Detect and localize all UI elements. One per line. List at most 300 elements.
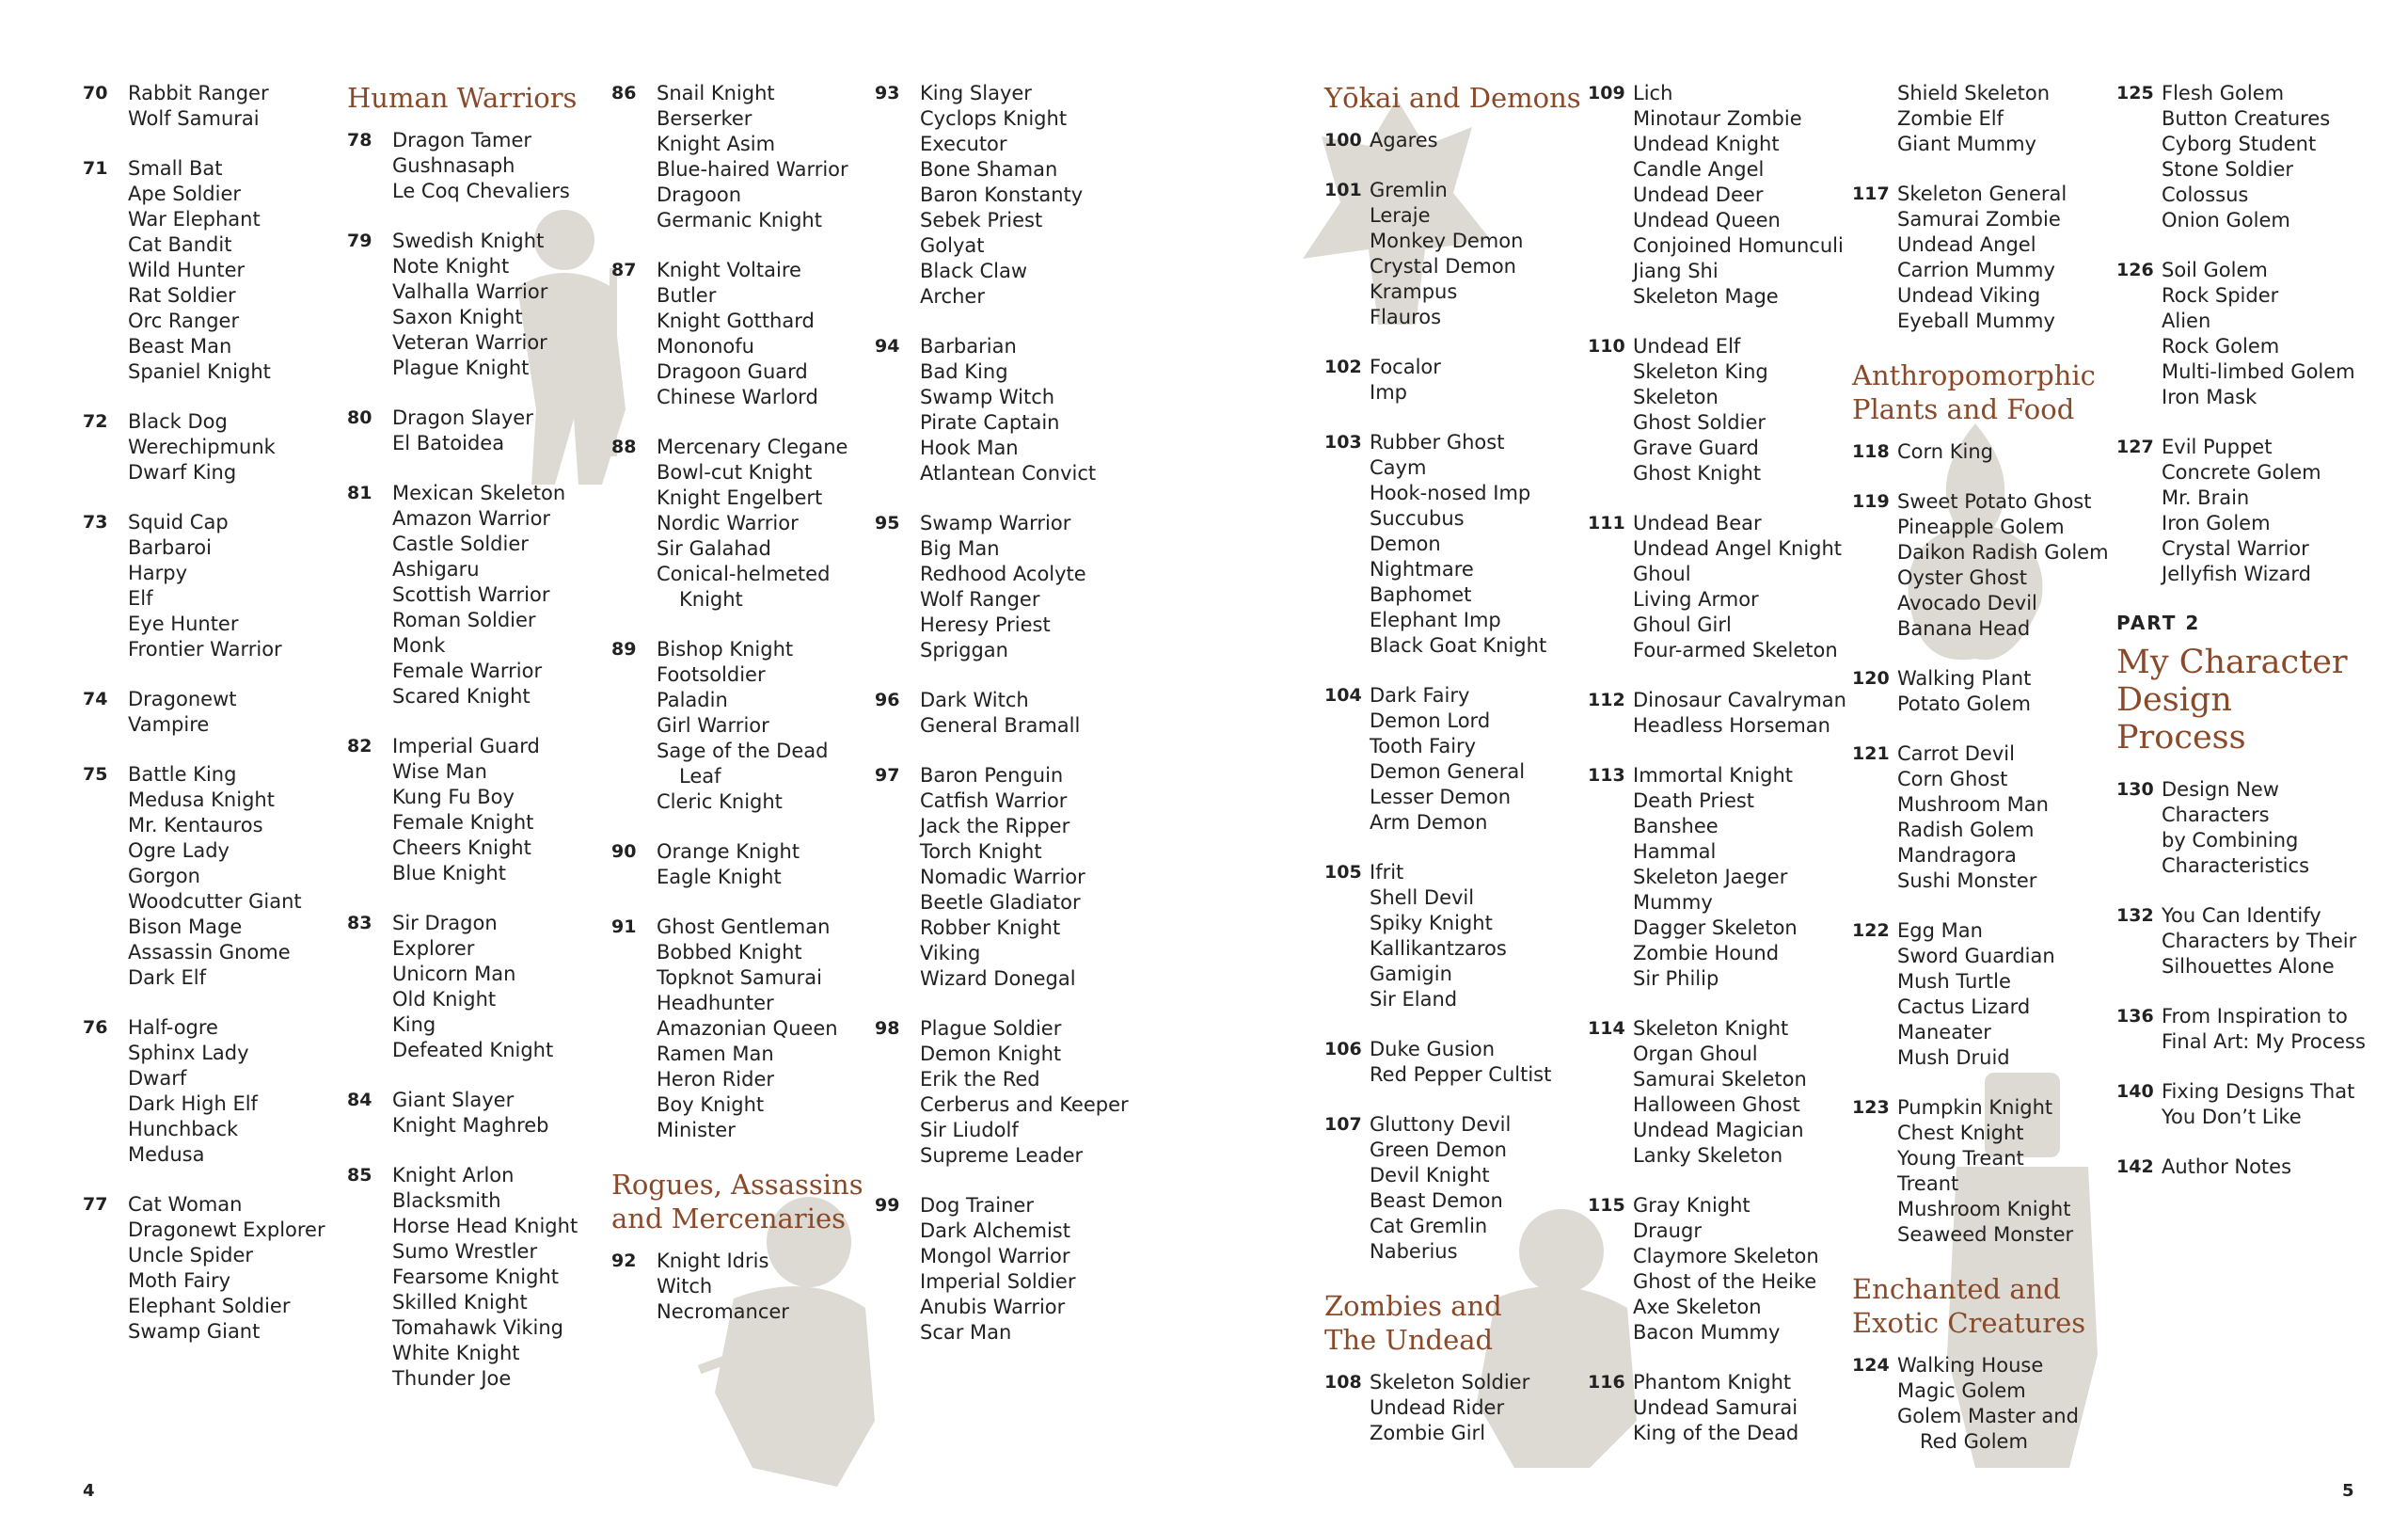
entry-title: Undead Magician xyxy=(1633,1119,1804,1141)
entry-title: Avocado Devil xyxy=(1897,592,2037,614)
entry-titles xyxy=(1897,439,2106,465)
toc-entry[interactable] xyxy=(1324,860,1578,1012)
entry-titles xyxy=(128,409,337,486)
entry-title: Skeleton Jaeger xyxy=(1633,866,1788,888)
entry-title: Seaweed Monster xyxy=(1897,1223,2074,1246)
toc-entry[interactable] xyxy=(347,229,601,381)
entry-titles xyxy=(128,156,337,385)
entry-titles xyxy=(2162,81,2370,233)
entry-titles xyxy=(1370,1037,1578,1088)
entry-title: From Inspiration to xyxy=(2162,1005,2348,1027)
entry-title: Cyborg Student xyxy=(2162,133,2317,155)
entry-title: Radish Golem xyxy=(1897,819,2035,841)
entry-title: Corn King xyxy=(1897,440,1994,463)
page-ref-number: 81 xyxy=(347,483,372,503)
toc-entry[interactable] xyxy=(875,1193,1129,1346)
entry-title: Ghost Knight xyxy=(1633,462,1762,485)
toc-entry[interactable] xyxy=(611,81,865,233)
page-number-left: 4 xyxy=(83,1481,95,1501)
entry-titles xyxy=(392,1088,601,1139)
entry-title: Undead Rider xyxy=(1370,1396,1505,1419)
entry-titles xyxy=(392,911,601,1063)
toc-entry[interactable] xyxy=(875,511,1129,663)
part-title xyxy=(2116,644,2370,757)
page-ref-number: 72 xyxy=(83,411,108,432)
entry-title: Black Dog xyxy=(128,410,228,433)
entry-title: Gushnasaph xyxy=(392,154,515,177)
toc-entry[interactable] xyxy=(1588,763,1842,992)
entry-title: Knight Idris xyxy=(657,1250,769,1272)
toc-entry[interactable] xyxy=(83,1192,337,1345)
entry-titles xyxy=(1897,666,2106,717)
entry-title: Rubber Ghost xyxy=(1370,431,1505,454)
entry-titles xyxy=(1633,511,1842,663)
entry-title: Skeleton King xyxy=(1633,360,1768,383)
entry-title: Dog Trainer xyxy=(920,1194,1034,1217)
page-ref-number: 108 xyxy=(1324,1372,1362,1393)
entry-titles xyxy=(1633,1016,1842,1169)
entry-titles xyxy=(392,481,601,709)
entry-title: Arm Demon xyxy=(1370,811,1488,834)
toc-entry[interactable] xyxy=(1588,1370,1842,1446)
entry-title: Elephant Imp xyxy=(1370,609,1501,631)
entry-title: Pumpkin Knight xyxy=(1897,1096,2053,1119)
entry-title: Evil Puppet xyxy=(2162,436,2273,458)
page-ref-number: 91 xyxy=(611,916,637,937)
entry-title: Elf xyxy=(128,587,153,610)
section-heading-line: Human Warriors xyxy=(347,82,578,114)
entry-title: Tooth Fairy xyxy=(1370,735,1477,757)
toc-entry[interactable] xyxy=(1588,511,1842,663)
page-ref-number: 110 xyxy=(1588,336,1625,357)
entry-title: Demon Lord xyxy=(1370,709,1491,732)
page-ref-number: 80 xyxy=(347,407,372,428)
entry-title: Wise Man xyxy=(392,760,487,783)
entry-title: Skeleton xyxy=(1633,386,1719,408)
section-heading-line: and Mercenaries xyxy=(611,1202,847,1234)
toc-entry[interactable] xyxy=(1852,81,2106,157)
entry-title: Mongol Warrior xyxy=(920,1245,1070,1267)
toc-entry[interactable] xyxy=(1324,128,1578,153)
page-ref-number: 100 xyxy=(1324,130,1362,151)
entry-title: Undead Bear xyxy=(1633,512,1762,534)
entry-title: Dragoon Guard xyxy=(657,360,808,383)
entry-title: Draugr xyxy=(1633,1219,1702,1242)
entry-title: Mercenary Clegane xyxy=(657,436,848,458)
page-ref-number: 116 xyxy=(1588,1372,1625,1393)
entry-titles xyxy=(1633,1370,1842,1446)
entry-title: Lesser Demon xyxy=(1370,786,1512,808)
entry-title: Shell Devil xyxy=(1370,886,1475,909)
entry-title: Eagle Knight xyxy=(657,866,782,888)
entry-title: Ghoul Girl xyxy=(1633,613,1732,636)
entry-title: Monkey Demon xyxy=(1370,230,1524,252)
section-heading-line: Exotic Creatures xyxy=(1852,1307,2086,1339)
toc-entry[interactable] xyxy=(1852,918,2106,1071)
page-ref-number: 82 xyxy=(347,736,372,757)
entry-title: Dark Alchemist xyxy=(920,1219,1070,1242)
entry-title: Final Art: My Process xyxy=(2162,1030,2366,1053)
entry-title: Skeleton General xyxy=(1897,183,2067,205)
toc-entry[interactable] xyxy=(83,510,337,662)
toc-entry[interactable] xyxy=(1324,430,1578,659)
toc-entry[interactable] xyxy=(1852,741,2106,894)
entry-title: Colossus xyxy=(2162,183,2249,206)
entry-title: Black Claw xyxy=(920,260,1028,282)
entry-titles xyxy=(657,915,865,1143)
page-ref-number: 76 xyxy=(83,1017,108,1038)
entry-title: King of the Dead xyxy=(1633,1422,1799,1444)
entry-title: Spiky Knight xyxy=(1370,912,1493,934)
toc-entry[interactable] xyxy=(1324,1112,1578,1265)
entry-titles xyxy=(920,511,1129,663)
entry-titles xyxy=(1370,1112,1578,1265)
toc-entry[interactable] xyxy=(2116,1155,2370,1180)
toc-entry[interactable] xyxy=(2116,1004,2370,1055)
entry-title: Moth Fairy xyxy=(128,1269,231,1292)
entry-title: You Can Identify xyxy=(2162,904,2321,927)
entry-title: Dinosaur Cavalryman xyxy=(1633,689,1846,711)
entry-titles xyxy=(1370,128,1578,153)
toc-entry[interactable] xyxy=(1588,81,1842,310)
entry-title: Cat Gremlin xyxy=(1370,1215,1488,1237)
entry-title: Nordic Warrior xyxy=(657,512,799,534)
toc-entry[interactable] xyxy=(83,1015,337,1168)
entry-titles xyxy=(1633,688,1846,739)
entry-title: Small Bat xyxy=(128,157,223,180)
entry-title: Mummy xyxy=(1633,891,1713,914)
entry-title: Undead Samurai xyxy=(1633,1396,1798,1419)
entry-title: Swamp Warrior xyxy=(920,512,1071,534)
entry-title: Crystal Warrior xyxy=(2162,537,2309,560)
entry-titles xyxy=(392,734,601,886)
part-title-line: My Character xyxy=(2116,644,2348,681)
toc-entry[interactable] xyxy=(1588,688,1846,739)
toc-column xyxy=(1324,81,1581,1471)
toc-entry[interactable] xyxy=(611,915,865,1143)
toc-entry[interactable] xyxy=(1324,355,1578,406)
entry-title: Thunder Joe xyxy=(392,1367,512,1390)
toc-entry[interactable] xyxy=(1852,489,2109,642)
toc-entry[interactable] xyxy=(2116,81,2370,233)
entry-title: Robber Knight xyxy=(920,916,1061,939)
toc-entry[interactable] xyxy=(1588,1016,1842,1169)
entry-titles xyxy=(2162,435,2370,587)
entry-title: Wizard Donegal xyxy=(920,967,1076,990)
toc-entry[interactable] xyxy=(83,409,337,486)
page-ref-number: 120 xyxy=(1852,668,1890,689)
entry-titles xyxy=(2162,258,2370,410)
entry-title: Alien xyxy=(2162,310,2211,332)
toc-entry[interactable] xyxy=(875,1016,1129,1169)
entry-title: Giant Slayer xyxy=(392,1089,515,1111)
entry-title: Candle Angel xyxy=(1633,158,1765,181)
entry-title: Red Pepper Cultist xyxy=(1370,1063,1552,1086)
entry-title: Death Priest xyxy=(1633,789,1755,812)
entry-title: Minister xyxy=(657,1119,736,1141)
entry-title: Axe Skeleton xyxy=(1633,1296,1762,1318)
entry-titles xyxy=(657,258,865,410)
page-ref-number: 99 xyxy=(875,1195,900,1216)
toc-entry[interactable] xyxy=(2116,777,2370,879)
entry-title: Saxon Knight xyxy=(392,306,523,328)
entry-title: Banshee xyxy=(1633,815,1719,837)
entry-title: Gluttony Devil xyxy=(1370,1113,1512,1136)
entry-title: Jack the Ripper xyxy=(920,815,1070,837)
entry-title: Big Man xyxy=(920,537,1000,560)
entry-title: Flauros xyxy=(1370,306,1442,328)
entry-title: Archer xyxy=(920,285,985,308)
entry-titles xyxy=(1633,1193,1842,1346)
entry-title: Battle King xyxy=(128,763,237,786)
part-title-line: Design Process xyxy=(2116,681,2246,757)
toc-entry[interactable] xyxy=(1852,1095,2106,1248)
entry-title: Maneater xyxy=(1897,1021,1991,1043)
entry-title: Amazonian Queen xyxy=(657,1017,838,1040)
entry-titles xyxy=(920,334,1129,486)
toc-column xyxy=(347,81,601,1416)
page-ref-number: 71 xyxy=(83,158,108,179)
toc-entry[interactable] xyxy=(2116,435,2370,587)
entry-title: Potato Golem xyxy=(1897,693,2031,715)
toc-entry[interactable] xyxy=(83,81,337,132)
entry-title: Rock Golem xyxy=(2162,335,2280,358)
entry-title: Beast Man xyxy=(128,335,232,358)
entry-title: Mr. Kentauros xyxy=(128,814,263,836)
page-ref-number: 114 xyxy=(1588,1018,1625,1039)
page-ref-number: 126 xyxy=(2116,260,2154,280)
entry-title: Kallikantzaros xyxy=(1370,937,1507,960)
toc-entry[interactable] xyxy=(2116,903,2370,980)
entry-title: Elephant Soldier xyxy=(128,1295,291,1317)
page-ref-number: 101 xyxy=(1324,180,1362,200)
section-heading-line: Rogues, Assassins xyxy=(611,1169,863,1201)
section-heading-line: The Undead xyxy=(1324,1324,1494,1356)
toc-entry[interactable] xyxy=(1324,1370,1578,1446)
entry-title: Mushroom Man xyxy=(1897,793,2049,816)
toc-entry[interactable] xyxy=(347,481,601,709)
entry-title: Spriggan xyxy=(920,639,1008,661)
entry-titles xyxy=(920,1016,1129,1169)
toc-entry[interactable] xyxy=(875,334,1129,486)
section-heading xyxy=(1852,358,2106,426)
toc-entry[interactable] xyxy=(347,1163,601,1392)
entry-titles xyxy=(1370,1370,1578,1446)
entry-title: Sumo Wrestler xyxy=(392,1240,538,1263)
entry-titles xyxy=(920,81,1129,310)
entry-title: Imperial Guard xyxy=(392,735,540,757)
entry-title: Sir Philip xyxy=(1633,967,1719,990)
entry-title: Leraje xyxy=(1370,204,1431,227)
page-ref-number: 102 xyxy=(1324,357,1362,377)
entry-title: Corn Ghost xyxy=(1897,768,2008,790)
entry-title: Onion Golem xyxy=(2162,209,2290,231)
toc-entry[interactable] xyxy=(1588,1193,1842,1346)
entry-titles xyxy=(657,81,865,233)
entry-title: Tomahawk Viking xyxy=(392,1316,563,1339)
entry-title: Mush Turtle xyxy=(1897,970,2011,993)
entry-title: Minotaur Zombie xyxy=(1633,107,1802,130)
toc-entry[interactable] xyxy=(347,734,601,886)
toc-entry[interactable] xyxy=(875,763,1129,992)
page-ref-number: 132 xyxy=(2116,905,2154,926)
entry-titles xyxy=(657,435,865,613)
entry-title: Skilled Knight xyxy=(392,1291,528,1314)
entry-title: Old Knight xyxy=(392,988,497,1011)
entry-title: Dwarf xyxy=(128,1067,187,1090)
toc-column xyxy=(611,81,865,1349)
entry-title: Squid Cap xyxy=(128,511,229,534)
entry-title: Female Warrior xyxy=(392,660,543,682)
entry-title: Beast Demon xyxy=(1370,1189,1503,1212)
entry-title: Living Armor xyxy=(1633,588,1759,611)
toc-entry[interactable] xyxy=(83,687,337,738)
entry-title: Ghost of the Heike xyxy=(1633,1270,1817,1293)
page-ref-number: 111 xyxy=(1588,513,1625,534)
toc-entry[interactable] xyxy=(347,406,601,456)
toc-entry[interactable] xyxy=(347,911,601,1063)
entry-title: Bacon Mummy xyxy=(1633,1321,1781,1344)
entry-title: Cat Bandit xyxy=(128,233,232,256)
entry-title: Barbarian xyxy=(920,335,1017,358)
entry-title: Jellyfish Wizard xyxy=(2162,563,2311,585)
entry-title: Organ Ghoul xyxy=(1633,1043,1758,1065)
toc-entry[interactable] xyxy=(611,1249,865,1325)
entry-title: Valhalla Warrior xyxy=(392,280,548,303)
entry-title: Dragon Slayer xyxy=(392,406,533,429)
entry-title: Bishop Knight xyxy=(657,638,794,661)
entry-title: Skeleton Soldier xyxy=(1370,1371,1530,1394)
entry-title: Scottish Warrior xyxy=(392,583,550,606)
toc-entry[interactable] xyxy=(83,762,337,991)
entry-title: Blacksmith xyxy=(392,1189,501,1212)
page-ref-number: 90 xyxy=(611,841,637,862)
entry-title: Hook-nosed Imp xyxy=(1370,482,1531,504)
toc-entry[interactable] xyxy=(611,435,865,613)
entry-title: Undead Angel Knight xyxy=(1633,537,1843,560)
entry-title: Silhouettes Alone xyxy=(2162,955,2335,978)
entry-title: Sir Dragon xyxy=(392,912,498,934)
toc-entry[interactable] xyxy=(347,128,601,204)
entry-title: Knight Arlon xyxy=(392,1164,515,1187)
toc-entry[interactable] xyxy=(1852,1353,2106,1455)
toc-entry[interactable] xyxy=(83,156,337,385)
page-ref-number: 96 xyxy=(875,690,900,710)
entry-titles xyxy=(920,1193,1129,1346)
entry-title: Erik the Red xyxy=(920,1068,1040,1091)
entry-title: Dragonewt Explorer xyxy=(128,1218,325,1241)
entry-title: Castle Soldier xyxy=(392,533,529,555)
entry-title: Sebek Priest xyxy=(920,209,1043,231)
toc-entry[interactable] xyxy=(347,1088,601,1139)
page-ref-number: 75 xyxy=(83,764,108,785)
entry-title: Four-armed Skeleton xyxy=(1633,639,1838,661)
entry-title: Daikon Radish Golem xyxy=(1897,541,2109,564)
entry-titles xyxy=(1370,860,1578,1012)
part-label: PART 2 xyxy=(2116,612,2201,634)
entry-title: Ifrit xyxy=(1370,861,1404,884)
entry-title: Characters xyxy=(2162,804,2270,826)
toc-entry[interactable] xyxy=(1852,439,2106,465)
entry-titles xyxy=(1370,430,1578,659)
toc-entry[interactable] xyxy=(611,839,865,890)
entry-title: Gremlin xyxy=(1370,179,1448,201)
page-ref-number: 140 xyxy=(2116,1081,2154,1102)
entry-title: Uncle Spider xyxy=(128,1244,254,1266)
entry-title: Sage of the Dead xyxy=(657,740,829,762)
entry-title: Werechipmunk xyxy=(128,436,276,458)
entry-title: Cerberus and Keeper xyxy=(920,1093,1129,1116)
entry-title: Iron Golem xyxy=(2162,512,2271,534)
page-ref-number: 122 xyxy=(1852,920,1890,941)
toc-entry[interactable] xyxy=(611,637,865,815)
toc-entry[interactable] xyxy=(1852,666,2106,717)
page-ref-number: 77 xyxy=(83,1194,108,1215)
entry-title: Sphinx Lady xyxy=(128,1042,249,1064)
toc-entry[interactable] xyxy=(1324,1037,1578,1088)
entry-titles xyxy=(128,1015,337,1168)
entry-title: Horse Head Knight xyxy=(392,1215,578,1237)
entry-title: Undead Elf xyxy=(1633,335,1741,358)
toc-entry[interactable] xyxy=(1324,178,1578,330)
entry-title: Wild Hunter xyxy=(128,259,246,281)
entry-title: Dagger Skeleton xyxy=(1633,916,1798,939)
entry-title: Heresy Priest xyxy=(920,613,1051,636)
page-ref-number: 104 xyxy=(1324,685,1362,706)
entry-title: Shield Skeleton xyxy=(1897,82,2051,104)
toc-entry[interactable] xyxy=(611,258,865,410)
entry-title: Half-ogre xyxy=(128,1016,218,1039)
entry-title: Woodcutter Giant xyxy=(128,890,302,913)
entry-title: Ghoul xyxy=(1633,563,1691,585)
entry-title: Undead Viking xyxy=(1897,284,2041,307)
toc-entry[interactable] xyxy=(2116,1079,2370,1130)
entry-title: Fearsome Knight xyxy=(392,1266,559,1288)
entry-title: Flesh Golem xyxy=(2162,82,2285,104)
toc-entry[interactable] xyxy=(875,688,1129,739)
page-ref-number: 87 xyxy=(611,260,637,280)
toc-entry[interactable] xyxy=(875,81,1129,310)
entry-titles xyxy=(1370,683,1578,836)
entry-title: Conjoined Homunculi xyxy=(1633,234,1844,257)
entry-title: Young Treant xyxy=(1897,1147,2024,1170)
entry-title: Mr. Brain xyxy=(2162,486,2250,509)
toc-entry[interactable] xyxy=(2116,258,2370,410)
entry-title: Demon xyxy=(1370,533,1441,555)
entry-title: Mononofu xyxy=(657,335,754,358)
entry-title: Scar Man xyxy=(920,1321,1012,1344)
entry-title: Dragon Tamer xyxy=(392,129,532,151)
toc-entry[interactable] xyxy=(1324,683,1578,836)
entry-title: Footsoldier xyxy=(657,663,766,686)
entry-title: Mush Druid xyxy=(1897,1046,2010,1069)
entry-title: Skeleton Mage xyxy=(1633,285,1779,308)
entry-titles xyxy=(657,1249,865,1325)
toc-entry[interactable] xyxy=(1852,182,2106,334)
entry-title: Conical-helmeted xyxy=(657,563,831,585)
page-ref-number: 93 xyxy=(875,83,900,104)
entry-title: Black Goat Knight xyxy=(1370,634,1547,657)
section-heading xyxy=(611,1168,865,1235)
entry-title: Chinese Warlord xyxy=(657,386,818,408)
entry-title: Dark High Elf xyxy=(128,1092,258,1115)
entry-title: Imp xyxy=(1370,381,1407,404)
page-ref-number: 98 xyxy=(875,1018,900,1039)
toc-entry[interactable] xyxy=(1588,334,1842,486)
entry-title: Lanky Skeleton xyxy=(1633,1144,1783,1167)
entry-title: Carrion Mummy xyxy=(1897,259,2055,281)
page-ref-number: 83 xyxy=(347,913,372,933)
